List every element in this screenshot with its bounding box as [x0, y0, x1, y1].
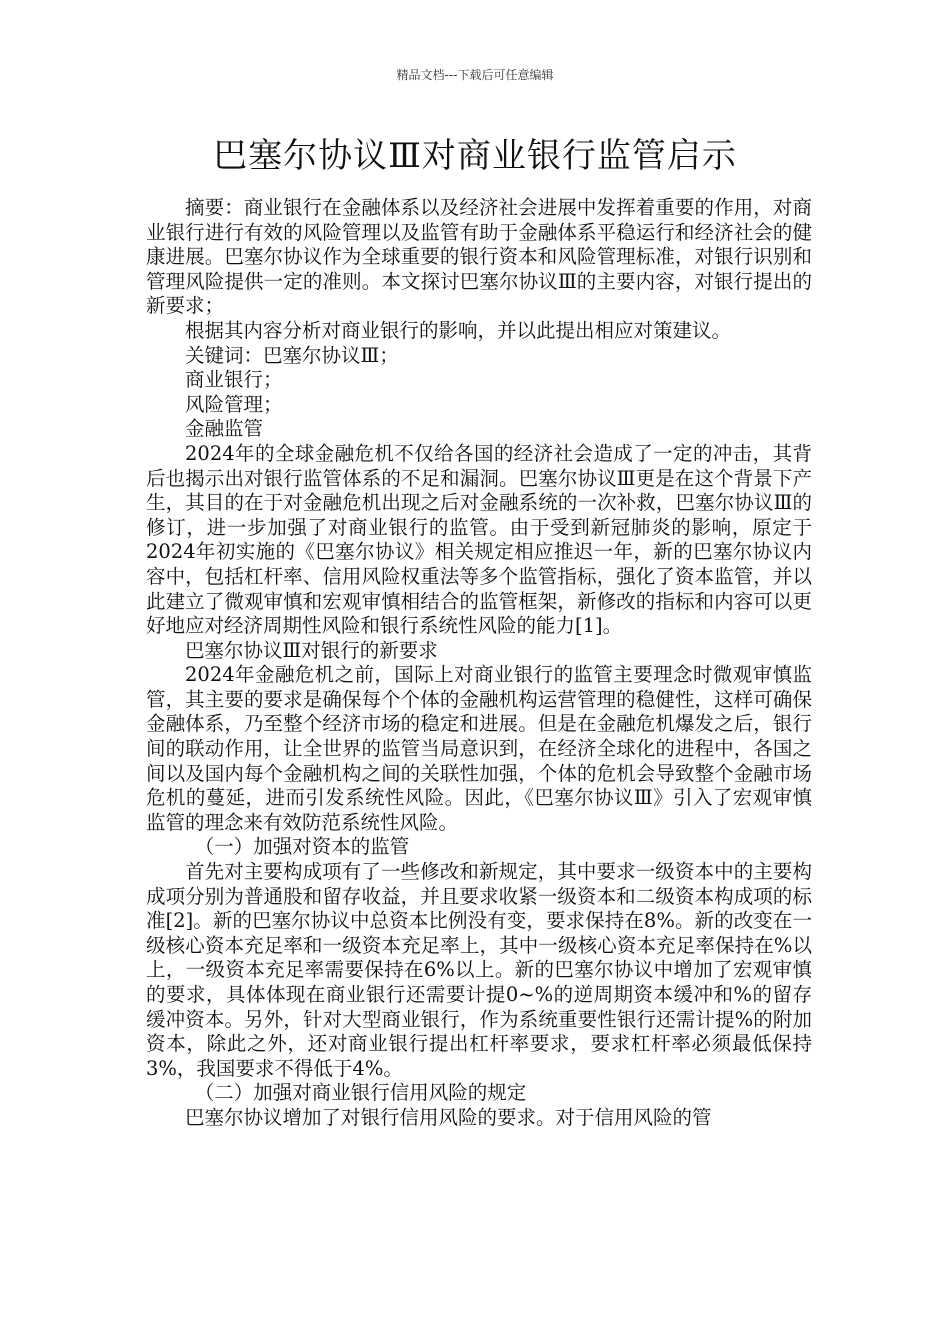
keywords-line: 关键词：巴塞尔协议Ⅲ； [185, 343, 399, 367]
keyword-item: 金融监管 [185, 417, 264, 441]
document-body [146, 196, 812, 1131]
keyword-item: 风险管理； [185, 392, 283, 416]
body-paragraph: 2024年金融危机之前，国际上对商业银行的监管主要理念时微观审慎监管，其主要的要求是确保每个个体的金融机构运营管理的稳健性，这样可确保金融体系，乃至整个经济市场的稳定和进展。但是在金融危机爆发之后，银行间的联动作用，让全世界的监管当局意识到，在经济全球化的进程中，各国之间以及国内每个金融机构之间的关联性加强，个体的危机会导致整个金融市场危机的蔓延，进而引发系统性风险。因此，《巴塞尔协议Ⅲ》引入了宏观审慎监管的理念来有效防范系统性风险。 [146, 663, 812, 834]
body-paragraph: 巴塞尔协议增加了对银行信用风险的要求。对于信用风险的管 [185, 1105, 712, 1129]
subsection-heading: （二）加强对商业银行信用风险的规定 [194, 1081, 527, 1105]
keyword-item: 商业银行； [185, 368, 283, 392]
abstract-continuation: 根据其内容分析对商业银行的影响，并以此提出相应对策建议。 [185, 318, 732, 342]
subsection-heading: （一）加强对资本的监管 [194, 835, 410, 859]
document-title: 巴塞尔协议Ⅲ对商业银行监管启示 [213, 136, 737, 176]
header-note: 精品文档---下载后可任意编辑 [396, 68, 554, 82]
section-heading: 巴塞尔协议Ⅲ对银行的新要求 [185, 638, 438, 662]
body-paragraph: 2024年的全球金融危机不仅给各国的经济社会造成了一定的冲击，其背后也揭示出对银行监管体系的不足和漏洞。巴塞尔协议Ⅲ更是在这个背景下产生，其目的在于对金融危机出现之后对金融系统的一次补救，巴塞尔协议Ⅲ的修订，进一步加强了对商业银行的监管。由于受到新冠肺炎的影响，原定于2024年初实施的《巴塞尔协议》相关规定相应推迟一年，新的巴塞尔协议内容中，包括杠杆率、信用风险权重法等多个监管指标，强化了资本监管，并以此建立了微观审慎和宏观审慎相结合的监管框架，新修改的指标和内容可以更好地应对经济周期性风险和银行系统性风险的能力[1]。 [146, 441, 812, 638]
abstract-paragraph: 摘要：商业银行在金融体系以及经济社会进展中发挥着重要的作用，对商业银行进行有效的风险管理以及监管有助于金融体系平稳运行和经济社会的健康进展。巴塞尔协议作为全球重要的银行资本和风险管理标准，对银行识别和管理风险提供一定的准则。本文探讨巴塞尔协议Ⅲ的主要内容，对银行提出的新要求； [146, 196, 812, 318]
body-paragraph: 首先对主要构成项有了一些修改和新规定，其中要求一级资本中的主要构成项分别为普通股和留存收益，并且要求收紧一级资本和二级资本构成项的标准[2]。新的巴塞尔协议中总资本比例没有变，要求保持在8%。新的改变在一级核心资本充足率和一级资本充足率上，其中一级核心资本充足率保持在%以上，一级资本充足率需要保持在6%以上。新的巴塞尔协议中增加了宏观审慎的要求，具体体现在商业银行还需要计提0~%的逆周期资本缓冲和%的留存缓冲资本。另外，针对大型商业银行，作为系统重要性银行还需计提%的附加资本，除此之外，还对商业银行提出杠杆率要求，要求杠杆率必须最低保持3%，我国要求不得低于4%。 [146, 860, 812, 1080]
